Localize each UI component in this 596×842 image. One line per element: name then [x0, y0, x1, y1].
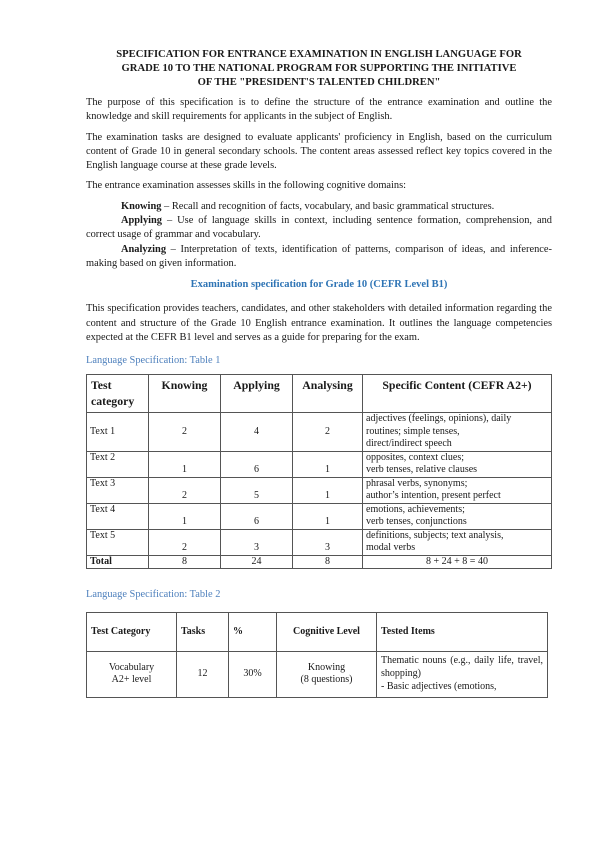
cell-analysing: 2 — [293, 413, 363, 452]
table-total-row — [87, 555, 552, 569]
content-line: verb tenses, relative clauses — [366, 464, 478, 476]
header-tasks: Tasks — [177, 613, 229, 652]
cell-knowing: 1 — [149, 503, 221, 529]
table-row — [87, 503, 552, 529]
cell-percent: 30% — [229, 652, 277, 697]
content-line: modal verbs — [366, 542, 416, 554]
language-spec-table-2 — [86, 612, 548, 697]
table-header-row — [87, 613, 548, 652]
cell-content — [363, 413, 552, 452]
level-line: (8 questions) — [300, 674, 353, 686]
cell-knowing: 2 — [149, 477, 221, 503]
cell-content — [363, 529, 552, 555]
cell-category: Text 5 — [87, 529, 149, 555]
cell-applying: 3 — [221, 529, 293, 555]
header-tested-items: Tested Items — [377, 613, 548, 652]
header-analysing: Analysing — [293, 375, 363, 413]
content-line: phrasal verbs, synonyms; — [366, 477, 468, 489]
header-test-category: Test category — [87, 375, 149, 413]
cell-content — [363, 451, 552, 477]
content-line: author’s intention, present perfect — [366, 490, 501, 502]
domain-name: Analyzing — [121, 243, 167, 255]
cell-content — [363, 477, 552, 503]
cell-category: Text 4 — [87, 503, 149, 529]
document-title — [86, 48, 552, 90]
category-line: A2+ level — [111, 674, 152, 686]
domain-description: – Recall and recognition of facts, vocabulary, and basic grammatical structures. — [161, 200, 495, 212]
cell-cognitive-level — [277, 652, 377, 697]
cell-analysing: 1 — [293, 451, 363, 477]
cell-category: Text 3 — [87, 477, 149, 503]
cell-total-knowing: 8 — [149, 555, 221, 569]
cell-category: Text 1 — [87, 413, 149, 452]
category-line: Vocabulary — [108, 661, 155, 673]
header-test-category: Test Category — [87, 613, 177, 652]
header-cognitive-level: Cognitive Level — [277, 613, 377, 652]
table-row — [87, 529, 552, 555]
content-line: emotions, achievements; — [366, 503, 465, 515]
domain-name: Applying — [121, 215, 163, 227]
table-row — [87, 652, 548, 697]
content-line: verb tenses, conjunctions — [366, 516, 467, 528]
table-row — [87, 477, 552, 503]
section-subheading: Examination specification for Grade 10 (CEFR Level B1) — [190, 279, 448, 291]
cell-applying: 4 — [221, 413, 293, 452]
content-line: direct/indirect speech — [366, 438, 452, 450]
cell-total-label: Total — [87, 555, 149, 569]
level-line: Knowing — [307, 661, 346, 673]
table-row — [87, 413, 552, 452]
cell-content — [363, 503, 552, 529]
content-line: adjectives (feelings, opinions), daily — [366, 413, 512, 425]
cell-knowing: 1 — [149, 451, 221, 477]
domain-description: – Interpretation of texts, identification of patterns, comparison of ideas, and inference-making based on given information. — [86, 243, 552, 269]
spec-paragraph: This specification provides teachers, candidates, and other stakeholders with detailed information regarding the content and structure of the Grade 10 English entrance examination. It outlines the language competencies expected at the CEFR B1 level and serves as a guide for preparing for the exam. — [86, 303, 552, 343]
title-line-2: GRADE 10 TO THE NATIONAL PROGRAM FOR SUPPORTING THE INITIATIVE — [121, 63, 517, 74]
intro-paragraph-purpose: The purpose of this specification is to define the structure of the entrance examination and outline the knowledge and skill requirements for applicants in the subject of English. — [86, 97, 552, 123]
cell-total-applying: 24 — [221, 555, 293, 569]
intro-paragraph-tasks: The examination tasks are designed to evaluate applicants' proficiency in English, based on the curriculum content of Grade 10 in general secondary schools. The content areas assessed reflect key topics covered in the English language course at these grade levels. — [86, 131, 552, 172]
header-applying: Applying — [221, 375, 293, 413]
header-specific-content: Specific Content (CEFR A2+) — [363, 375, 552, 413]
content-line: definitions, subjects; text analysis, — [366, 529, 504, 541]
cell-analysing: 3 — [293, 529, 363, 555]
cell-category — [87, 652, 177, 697]
table-row — [87, 451, 552, 477]
content-line: opposites, context clues; — [366, 451, 465, 463]
table-header-row — [87, 375, 552, 413]
intro-paragraph-domains: The entrance examination assesses skills in the following cognitive domains: — [86, 180, 407, 192]
document-page — [86, 48, 552, 698]
cell-applying: 6 — [221, 503, 293, 529]
header-knowing: Knowing — [149, 375, 221, 413]
cell-applying: 5 — [221, 477, 293, 503]
domain-name: Knowing — [121, 200, 162, 212]
language-spec-table-1 — [86, 374, 552, 569]
cell-tested-items: Thematic nouns (e.g., daily life, travel, shopping) - Basic adjectives (emotions, — [377, 652, 548, 697]
table2-caption: Language Specification: Table 2 — [86, 589, 221, 601]
domain-description: – Use of language skills in context, including sentence formation, comprehension, and correct usage of grammar and vocabulary. — [86, 215, 552, 241]
cell-total-content: 8 + 24 + 8 = 40 — [363, 555, 552, 569]
content-line: routines; simple tenses, — [366, 425, 460, 437]
domain-knowing — [86, 200, 552, 214]
cell-analysing: 1 — [293, 477, 363, 503]
table1-caption: Language Specification: Table 1 — [86, 355, 221, 367]
cell-total-analysing: 8 — [293, 555, 363, 569]
cell-applying: 6 — [221, 451, 293, 477]
cognitive-domains-list — [86, 200, 552, 271]
domain-applying — [86, 214, 552, 243]
cell-knowing: 2 — [149, 529, 221, 555]
title-line-3: OF THE "PRESIDENT'S TALENTED CHILDREN" — [197, 77, 441, 88]
cell-knowing: 2 — [149, 413, 221, 452]
cell-category: Text 2 — [87, 451, 149, 477]
title-line-1: SPECIFICATION FOR ENTRANCE EXAMINATION IN ENGLISH LANGUAGE FOR — [116, 49, 522, 60]
cell-analysing: 1 — [293, 503, 363, 529]
header-percent: % — [229, 613, 277, 652]
domain-analyzing — [86, 243, 552, 272]
cell-tasks: 12 — [177, 652, 229, 697]
